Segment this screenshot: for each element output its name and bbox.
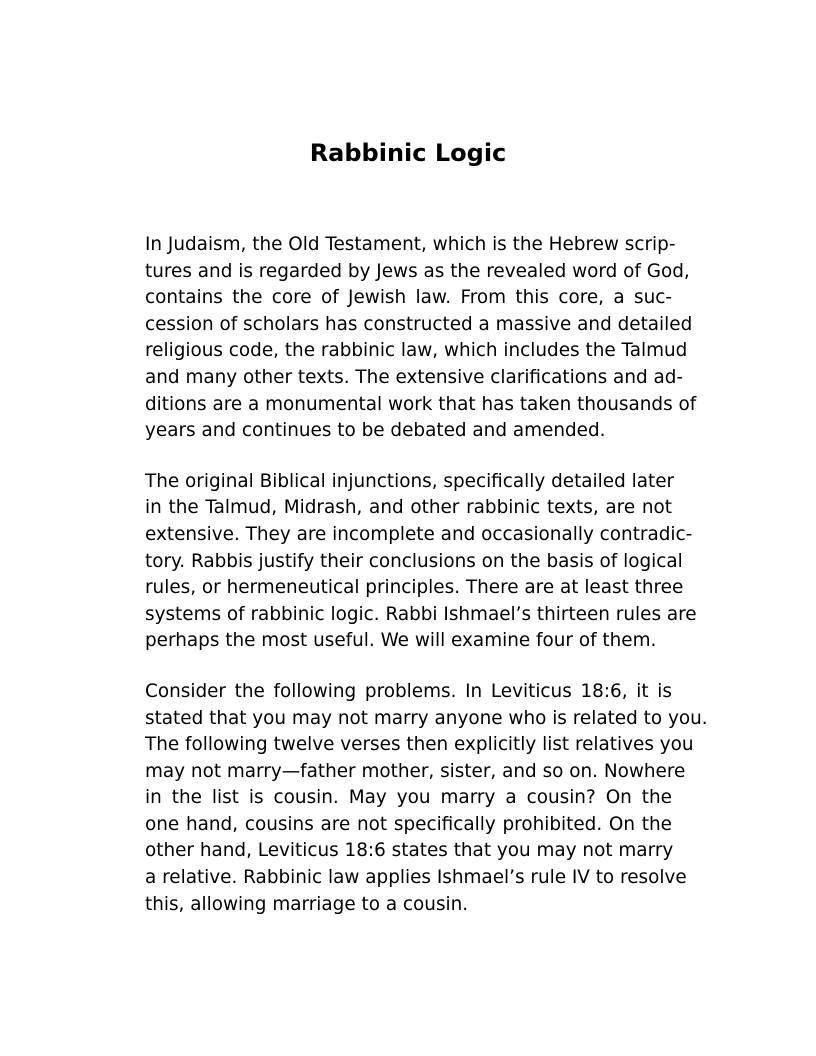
text-line: in the list is cousin. May you marry a cousin? On the	[145, 787, 672, 809]
text-line: stated that you may not marry anyone who is related to you.	[145, 707, 708, 729]
text-line: tures and is regarded by Jews as the revealed word of God,	[145, 260, 690, 282]
paragraph-1	[145, 232, 697, 445]
page-title: Rabbinic Logic	[309, 139, 507, 167]
text-line: religious code, the rabbinic law, which includes the Talmud	[145, 340, 688, 362]
text-line: cession of scholars has constructed a massive and detailed	[145, 313, 693, 335]
text-line: a relative. Rabbinic law applies Ishmael’s rule IV to resolve	[145, 867, 687, 889]
text-line: one hand, cousins are not specifically prohibited. On the	[145, 813, 672, 835]
text-line: Consider the following problems. In Leviticus 18:6, it is	[145, 680, 672, 702]
text-line: years and continues to be debated and amended.	[145, 420, 606, 442]
text-line: contains the core of Jewish law. From this core, a suc-	[145, 287, 672, 309]
text-line: this, allowing marriage to a cousin.	[145, 893, 469, 915]
text-line: The following twelve verses then explicitly list relatives you	[145, 734, 694, 756]
text-line: other hand, Leviticus 18:6 states that you may not marry	[145, 840, 674, 862]
text-line: rules, or hermeneutical principles. There are at least three	[145, 577, 684, 599]
text-line: and many other texts. The extensive clarifications and ad-	[145, 366, 684, 388]
text-line: may not marry—father mother, sister, and so on. Nowhere	[145, 760, 686, 782]
text-line: perhaps the most useful. We will examine four of them.	[145, 630, 657, 652]
text-line: ditions are a monumental work that has taken thousands of	[145, 393, 697, 415]
text-line: In Judaism, the Old Testament, which is the Hebrew scrip-	[145, 234, 676, 255]
text-line: systems of rabbinic logic. Rabbi Ishmael’s thirteen rules are	[145, 603, 697, 625]
document-body	[145, 232, 708, 942]
text-line: tory. Rabbis justify their conclusions on the basis of logical	[145, 550, 683, 572]
paragraph-3	[145, 679, 708, 918]
text-line: The original Biblical injunctions, specifically detailed later	[145, 470, 675, 492]
paragraph-2	[145, 469, 697, 655]
text-line: extensive. They are incomplete and occasionally contradic-	[145, 523, 693, 545]
text-line: in the Talmud, Midrash, and other rabbinic texts, are not	[145, 497, 672, 519]
